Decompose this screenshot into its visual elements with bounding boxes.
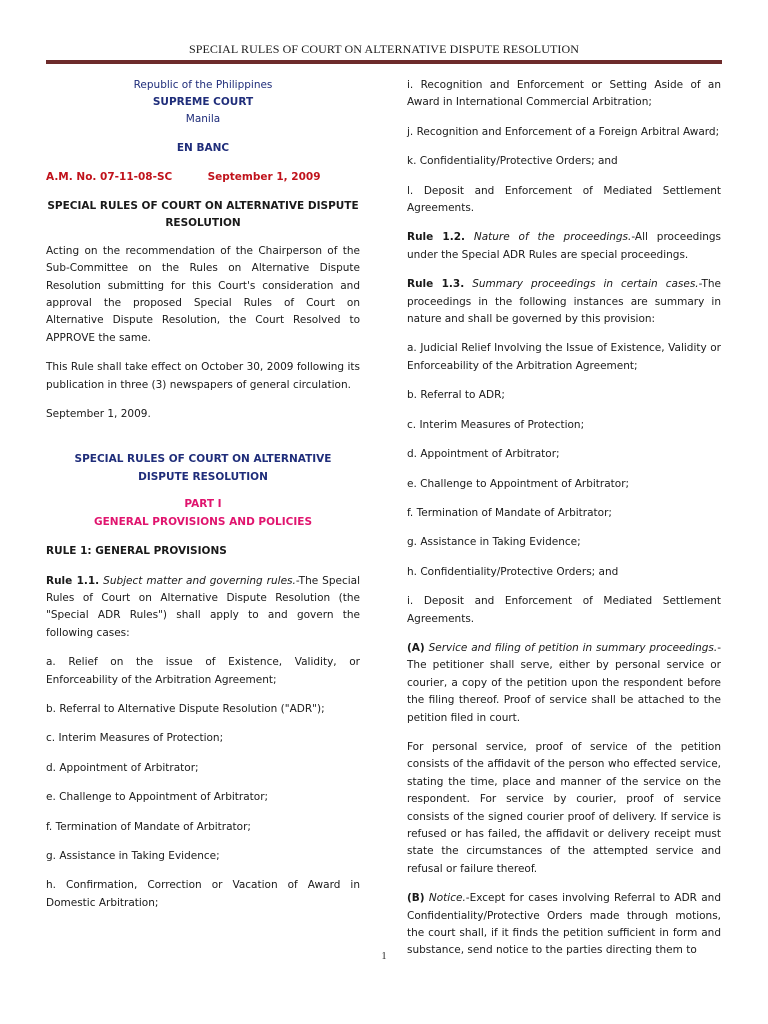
list-item: e. Challenge to Appointment of Arbitrator; [46,791,269,804]
rule-1-1 [46,573,360,643]
list-item: j. Recognition and Enforcement of a Foreign Arbitral Award; [407,125,720,138]
rule-label: Rule 1.2. [407,231,466,244]
signing-date: September 1, 2009. [46,408,151,421]
effectivity-paragraph: This Rule shall take effect on October 30, 2009 following its publication in three (3) newspapers of general circulation. [46,361,360,391]
list-item: a. Judicial Relief Involving the Issue of Existence, Validity or Enforceability of the Arbitration Agreement; [407,342,721,372]
running-header: SPECIAL RULES OF COURT ON ALTERNATIVE DISPUTE RESOLUTION [188,42,580,56]
docket-date: September 1, 2009 [207,171,321,183]
list-item: i. Recognition and Enforcement or Setting Aside of an Award in International Commercial Arbitration; [407,79,721,109]
subsection-b [407,890,721,960]
list-item: c. Interim Measures of Protection; [407,418,585,431]
rule-1-3 [407,276,721,328]
document-title: SPECIAL RULES OF COURT ON ALTERNATIVE DISPUTE RESOLUTION [47,200,359,230]
rule-1-2 [407,229,721,264]
list-item: g. Assistance in Taking Evidence; [407,536,581,549]
left-column [46,77,360,924]
court-name: SUPREME COURT [152,96,254,108]
part-label: PART I [184,498,222,511]
list-item: i. Deposit and Enforcement of Mediated Settlement Agreements. [407,595,721,625]
list-item: a. Relief on the issue of Existence, Validity, or Enforceability of the Arbitration Agreement; [46,656,360,686]
rule-caption: Summary proceedings in certain cases. [472,278,699,291]
header-divider [46,60,722,64]
section-title: SPECIAL RULES OF COURT ON ALTERNATIVE DISPUTE RESOLUTION [74,453,332,483]
city-line: Manila [185,113,221,125]
rule-body: -The Special Rules of Court on Alternative Dispute Resolution (the "Special ADR Rules") shall apply to and govern the following cases: [46,574,360,639]
subsection-a [407,640,721,727]
list-item: h. Confirmation, Correction or Vacation of Award in Domestic Arbitration; [46,879,360,909]
en-banc-label: EN BANC [176,142,230,154]
subsection-label: (A) [407,641,425,654]
list-item: e. Challenge to Appointment of Arbitrator; [407,477,630,490]
list-item: l. Deposit and Enforcement of Mediated Settlement Agreements. [407,184,721,215]
rule-label: Rule 1.3. [407,278,465,291]
list-item: b. Referral to Alternative Dispute Resolution ("ADR"); [46,702,325,715]
list-item: c. Interim Measures of Protection; [46,732,224,745]
am-number: A.M. No. 07-11-08-SC [46,171,173,183]
list-item: f. Termination of Mandate of Arbitrator; [46,820,251,833]
proof-of-service-paragraph: For personal service, proof of service of the petition consists of the affidavit of the person who effected service, stating the time, place and manner of the service on the respondent. For service by courier, proof of service consists of the signed courier proof of delivery. If service is refused or has failed, the affidavit or delivery receipt must state the circumstances of the attempted service and refusal or failure thereof. [407,740,721,875]
list-item: b. Referral to ADR; [407,389,505,402]
list-item: f. Termination of Mandate of Arbitrator; [407,506,612,519]
subsection-body: -Except for cases involving Referral to ADR and Confidentiality/Protective Orders made through motions, the court shall, if it finds the petition sufficient in form and substance, send notice to the parties directing them to [407,892,721,957]
subsection-body: -The petitioner shall serve, either by personal service or courier, a copy of the petition upon the respondent before the filing thereof. Proof of service shall be attached to the petition filed in court. [407,641,722,724]
list-item: g. Assistance in Taking Evidence; [46,849,220,862]
republic-line: Republic of the Philippines [133,79,273,91]
rule-label: Rule 1.1. [46,574,100,587]
resolution-paragraph: Acting on the recommendation of the Chairperson of the Sub-Committee on the Rules on Alternative Dispute Resolution submitting for this Court's consideration and approval the proposed Special Rules of Court on Alternative Dispute Resolution, the Court Resolved to APPROVE the same. [46,244,360,344]
part-title: GENERAL PROVISIONS AND POLICIES [93,515,313,528]
rule-body: -The proceedings in the following instances are summary in nature and shall be governed by this provision: [407,278,721,326]
rule-caption: Subject matter and governing rules. [103,574,296,587]
subsection-label: (B) [407,892,425,905]
list-item: h. Confidentiality/Protective Orders; and [407,565,619,578]
subsection-caption: Notice. [428,892,466,905]
right-column [407,77,721,960]
rule-body: -All proceedings under the Special ADR Rules are special proceedings. [407,231,722,261]
rule-caption: Nature of the proceedings. [473,231,632,244]
rule-heading: RULE 1: GENERAL PROVISIONS [46,545,227,558]
list-item: d. Appointment of Arbitrator; [46,761,199,774]
list-item: k. Confidentiality/Protective Orders; and [407,155,618,168]
subsection-caption: Service and filing of petition in summary proceedings. [428,641,718,654]
list-item: d. Appointment of Arbitrator; [407,448,560,461]
docket-line [46,169,360,186]
page-number: 1 [381,951,387,962]
